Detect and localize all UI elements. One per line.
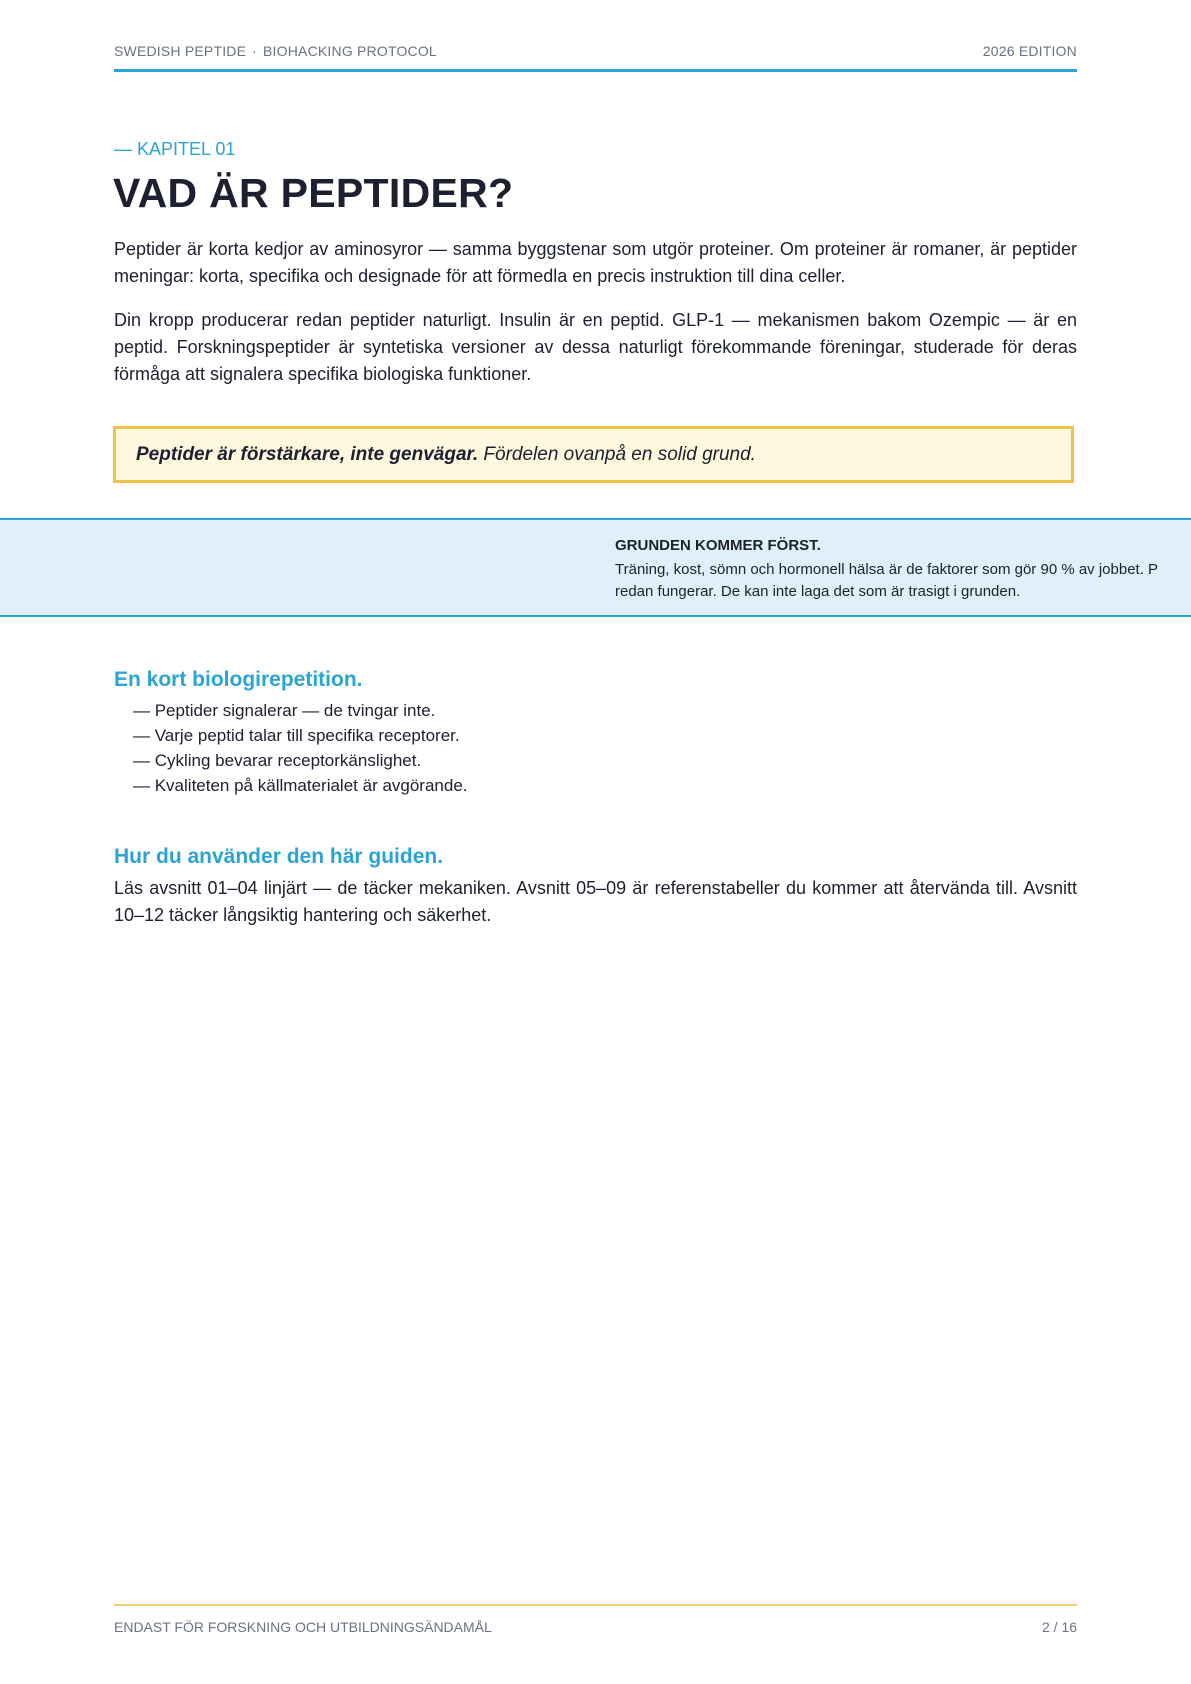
biology-list (133, 698, 468, 798)
page-number: 2 / 16 (1041, 1619, 1077, 1635)
header-edition: 2026 EDITION (982, 43, 1077, 59)
chapter-title: VAD ÄR PEPTIDER? (113, 170, 514, 216)
biology-heading: En kort biologirepetition. (114, 668, 363, 691)
header-brand: SWEDISH PEPTIDE (114, 43, 247, 59)
callout-strong-text: Peptider är förstärkare, inte genvägar. (136, 444, 479, 465)
page-footer (114, 1604, 1077, 1635)
callout-box (113, 426, 1074, 483)
list-item: — Varje peptid talar till specifika receptorer. (133, 726, 460, 745)
list-item: — Peptider signalerar — de tvingar inte. (133, 701, 436, 720)
header-brand-line (114, 43, 437, 59)
list-item: — Kvaliteten på källmaterialet är avgörande. (133, 776, 468, 795)
intro-paragraph-1: Peptider är korta kedjor av aminosyror — samma byggstenar som utgör proteiner. Om proteiner är romaner, är peptider meningar: korta, specifika och designade för att förmedla en precis instruktion till dina celler. (114, 239, 1077, 286)
footer-disclaimer: ENDAST FÖR FORSKNING OCH UTBILDNINGSÄNDAMÅL (114, 1619, 492, 1635)
page-header (114, 43, 1077, 72)
header-subtitle: BIOHACKING PROTOCOL (263, 43, 437, 59)
guide-heading: Hur du använder den här guiden. (114, 845, 444, 868)
header-separator: · (252, 43, 258, 59)
band-title: GRUNDEN KOMMER FÖRST. (615, 537, 821, 554)
list-item: — Cykling bevarar receptorkänslighet. (133, 751, 422, 770)
guide-paragraph: Läs avsnitt 01–04 linjärt — de täcker mekaniken. Avsnitt 05–09 är referenstabeller du kommer att återvända till. Avsnitt 10–12 täcker långsiktig hantering och säkerhet. (114, 878, 1077, 925)
band-text-line-1: Träning, kost, sömn och hormonell hälsa är de faktorer som gör 90 % av jobbet. P (615, 561, 1159, 578)
band-text (615, 559, 1191, 603)
intro-paragraph-2: Din kropp producerar redan peptider naturligt. Insulin är en peptid. GLP-1 — mekanismen bakom Ozempic — är en peptid. Forskningspeptider är syntetiska versioner av dessa naturligt förekommande föreningar, studerade för deras förmåga att signalera specifika biologiska funktioner. (114, 310, 1077, 384)
band-text-line-2: redan fungerar. De kan inte laga det som är trasigt i grunden. (615, 583, 1021, 600)
callout-text: Fördelen ovanpå en solid grund. (478, 444, 756, 465)
foundation-band (0, 518, 1191, 617)
chapter-kicker: — KAPITEL 01 (114, 139, 236, 159)
